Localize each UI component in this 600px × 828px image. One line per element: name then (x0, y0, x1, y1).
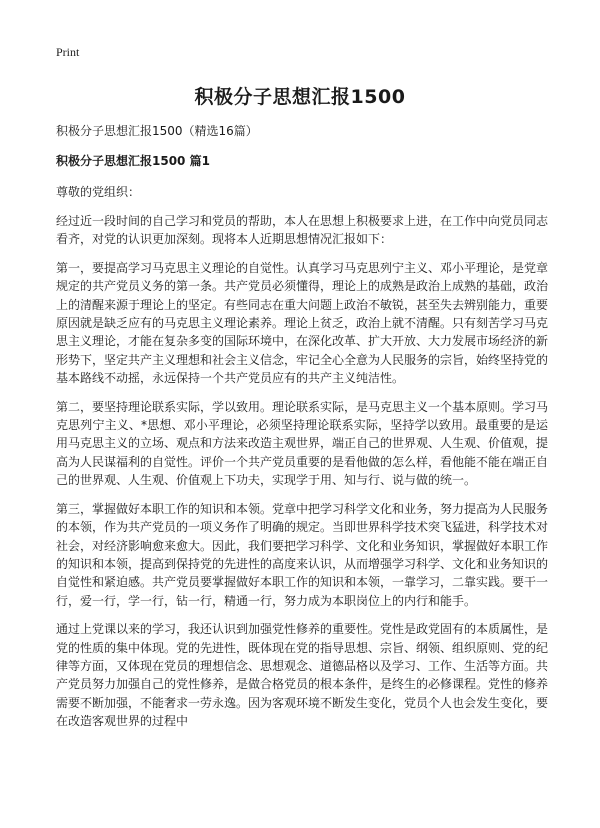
paragraph: 通过上党课以来的学习，我还认识到加强党性修养的重要性。党性是政党固有的本质属性，是党的性质的集中体现。党的先进性，既体现在党的指导思想、宗旨、纲领、组织原则、党的纪律等方面，又体现在党员的理想信念、思想观念、道德品格以及学习、工作、生活等方面。共产党员努力加强自己的党性修养，是做合格党员的根本条件，是终生的必修课程。党性的修养需要不断加强，不能奢求一劳永逸。因为客观环境不断发生变化，党员个人也会发生变化，要在改造客观世界的过程中 (56, 622, 549, 729)
paragraph: 第三，掌握做好本职工作的知识和本领。党章中把学习科学文化和业务，努力提高为人民服务的本领，作为共产党员的一项义务作了明确的规定。当即世界科学技术突飞猛进，科学技术对社会，对经济影响愈来愈大。因此，我们要把学习科学、文化和业务知识，掌握做好本职工作的知识和本领，提高到保持党的先进性的高度来认识，从而增强学习科学、文化和业务知识的自觉性和紧迫感。共产党员要掌握做好本职工作的知识和本领，一靠学习，二靠实践。要干一行，爱一行，学一行，钻一行，精通一行，努力成为本职岗位上的内行和能手。 (56, 501, 549, 608)
document-body (56, 212, 548, 741)
paragraph: 经过近一段时间的自己学习和党员的帮助，本人在思想上积极要求上进，在工作中向党员同志看齐，对党的认识更加深刻。现将本人近期思想情况汇报如下： (56, 214, 549, 247)
document-title: 积极分子思想汇报1500 (194, 86, 406, 108)
print-link[interactable]: Print (56, 45, 80, 59)
greeting: 尊敬的党组织： (56, 185, 141, 199)
section-title: 积极分子思想汇报1500 篇1 (56, 154, 210, 168)
paragraph: 第一，要提高学习马克思主义理论的自觉性。认真学习马克思列宁主义、邓小平理论，是党章规定的共产党员义务的第一条。共产党员必须懂得，理论上的成熟是政治上成熟的基础，政治上的清醒来源于理论上的坚定。有些同志在重大问题上政治不敏锐，甚至失去辨别能力，重要原因就是缺乏应有的马克思主义理论素养。理论上贫乏，政治上就不清醒。只有刻苦学习马克思主义理论，才能在复杂多变的国际环境中，在深化改革、扩大开放、大力发展市场经济的新形势下，坚定共产主义理想和社会主义信念，牢记全心全意为人民服务的宗旨，始终坚持党的基本路线不动摇，永远保持一个共产党员应有的共产主义纯洁性。 (56, 260, 549, 386)
document-subtitle: 积极分子思想汇报1500（精选16篇） (56, 124, 258, 138)
paragraph: 第二，要坚持理论联系实际，学以致用。理论联系实际，是马克思主义一个基本原则。学习马克思列宁主义、*思想、邓小平理论，必须坚持理论联系实际，坚持学以致用。最重要的是运用马克思主义的立场、观点和方法来改造主观世界，端正自己的世界观、人生观、价值观，提高为人民谋福利的自觉性。评价一个共产党员重要的是看他做的怎么样，看他能不能在端正自己的世界观、人生观、价值观上下功夫，实现学于用、知与行、说与做的统一。 (56, 399, 549, 488)
